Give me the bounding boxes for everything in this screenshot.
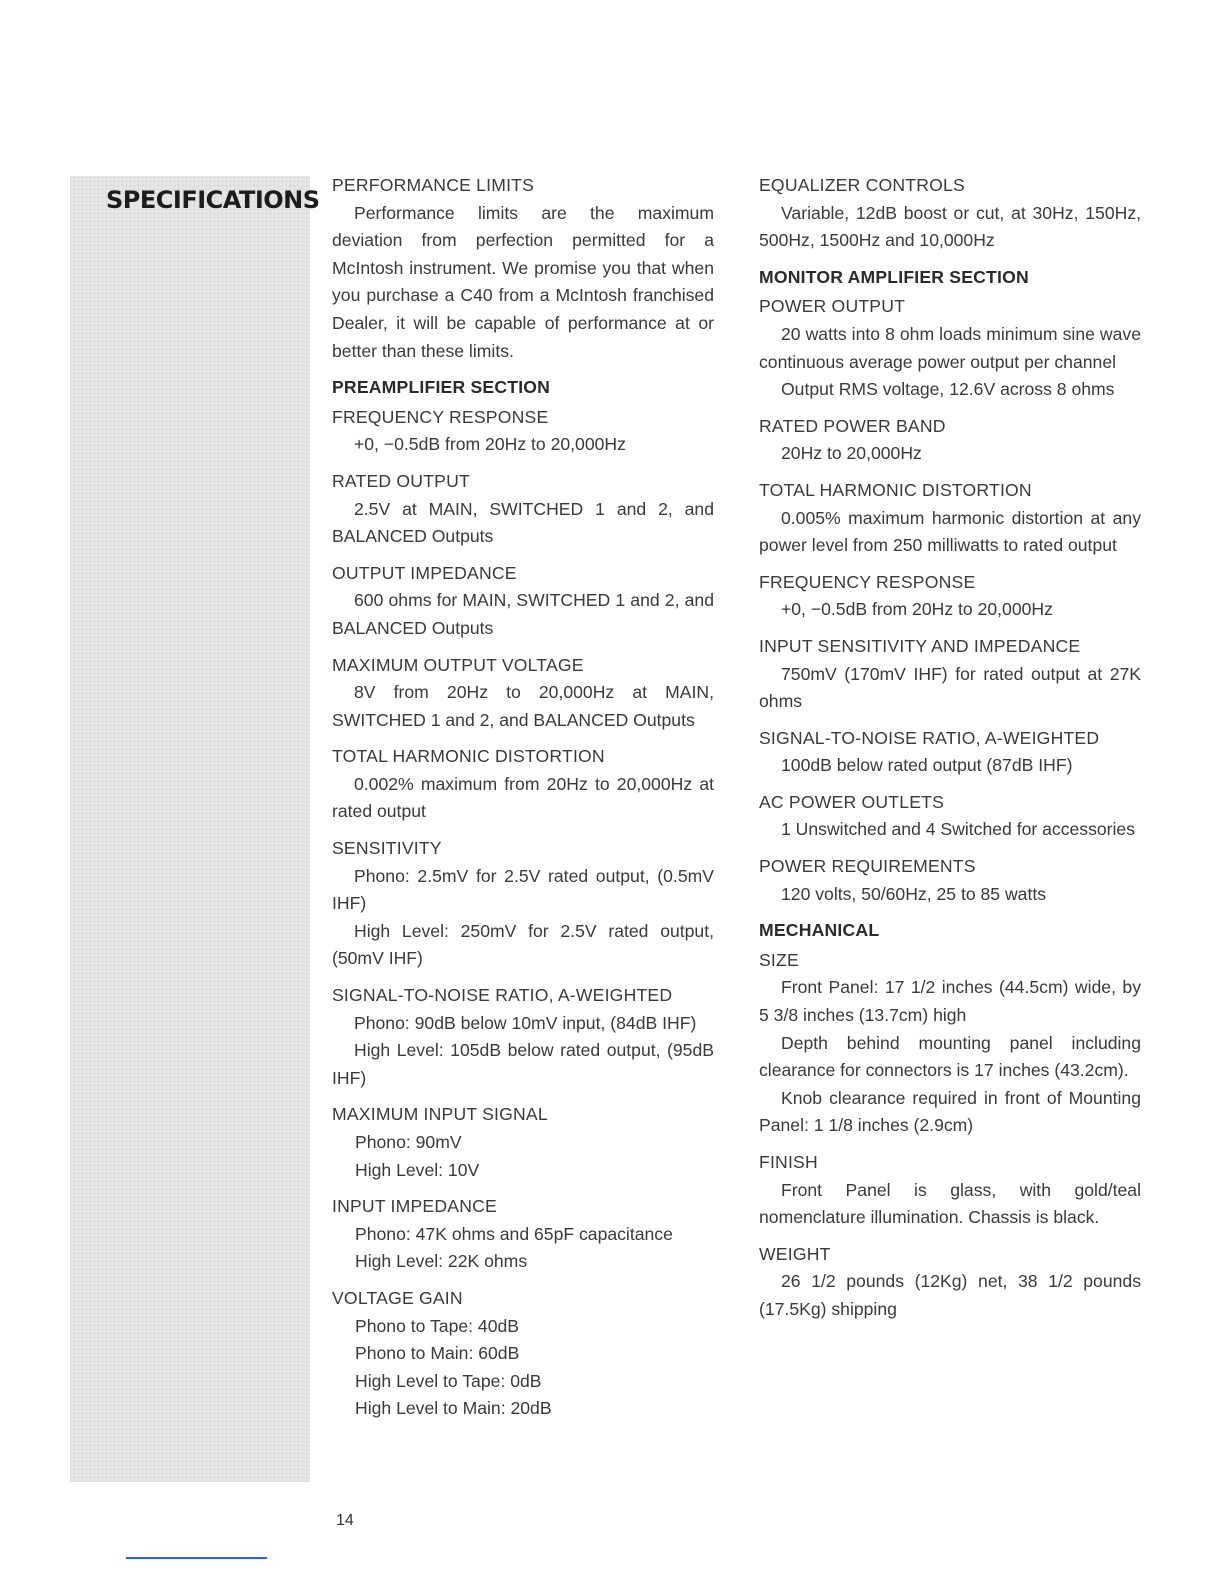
monitor-thd-text: 0.005% maximum harmonic distortion at any power level from 250 milliwatts to rated output <box>759 507 1141 556</box>
input-impedance-phono-text: Phono: 47K ohms and 65pF capacitance <box>355 1223 673 1244</box>
size-depth-text: Depth behind mounting panel including clearance for connectors is 17 inches (43.2cm). <box>759 1032 1141 1081</box>
preamplifier-section-heading: PREAMPLIFIER SECTION <box>332 377 551 398</box>
output-impedance-heading: OUTPUT IMPEDANCE <box>332 562 517 583</box>
monitor-amplifier-section-heading: MONITOR AMPLIFIER SECTION <box>759 266 1029 287</box>
rated-output-text: 2.5V at MAIN, SWITCHED 1 and 2, and BALANCED Outputs <box>332 498 714 547</box>
frequency-response-text: +0, −0.5dB from 20Hz to 20,000Hz <box>354 434 626 455</box>
footer-underline <box>126 1557 267 1559</box>
voltage-gain-line: High Level to Main: 20dB <box>355 1398 552 1419</box>
power-requirements-heading: POWER REQUIREMENTS <box>759 856 976 877</box>
thd-text: 0.002% maximum from 20Hz to 20,000Hz at rated output <box>332 773 714 822</box>
power-output-rms-text: Output RMS voltage, 12.6V across 8 ohms <box>781 379 1115 400</box>
sensitivity-phono-text: Phono: 2.5mV for 2.5V rated output, (0.5mV IHF) <box>332 865 714 914</box>
output-impedance-text: 600 ohms for MAIN, SWITCHED 1 and 2, and BALANCED Outputs <box>332 590 714 638</box>
sidebar-panel <box>70 176 320 1482</box>
monitor-snr-heading: SIGNAL-TO-NOISE RATIO, A-WEIGHTED <box>759 727 1100 748</box>
voltage-gain-line: Phono to Main: 60dB <box>355 1343 520 1364</box>
input-impedance-heading: INPUT IMPEDANCE <box>332 1196 497 1217</box>
equalizer-controls-text: Variable, 12dB boost or cut, at 30Hz, 150Hz, 500Hz, 1500Hz and 10,000Hz <box>759 202 1141 251</box>
power-output-text: 20 watts into 8 ohm loads minimum sine wave continuous average power output per channel <box>759 323 1141 372</box>
max-output-voltage-text: 8V from 20Hz to 20,000Hz at MAIN, SWITCHED 1 and 2, and BALANCED Outputs <box>332 682 714 730</box>
performance-limits-text: Performance limits are the maximum deviation from perfection permitted for a McIntosh instrument. We promise you that when you purchase a C40 from a McIntosh franchised Dealer, it will be capable of performance at or better than these limits. <box>332 202 714 361</box>
left-column <box>332 172 714 1423</box>
size-heading: SIZE <box>759 949 799 970</box>
rated-output-heading: RATED OUTPUT <box>332 470 470 491</box>
sensitivity-heading: SENSITIVITY <box>332 838 442 859</box>
finish-heading: FINISH <box>759 1152 818 1172</box>
max-output-voltage-heading: MAXIMUM OUTPUT VOLTAGE <box>332 654 584 675</box>
sensitivity-high-level-text: High Level: 250mV for 2.5V rated output, (50mV IHF) <box>332 920 714 969</box>
voltage-gain-line: High Level to Tape: 0dB <box>355 1370 542 1391</box>
input-impedance-high-level-text: High Level: 22K ohms <box>355 1251 528 1272</box>
power-requirements-text: 120 volts, 50/60Hz, 25 to 85 watts <box>781 883 1047 904</box>
ac-power-outlets-heading: AC POWER OUTLETS <box>759 791 945 812</box>
weight-heading: WEIGHT <box>759 1243 831 1264</box>
ac-power-outlets-text: 1 Unswitched and 4 Switched for accessories <box>781 819 1136 840</box>
monitor-frequency-response-text: +0, −0.5dB from 20Hz to 20,000Hz <box>781 599 1053 620</box>
voltage-gain-heading: VOLTAGE GAIN <box>332 1287 463 1308</box>
weight-text: 26 1/2 pounds (12Kg) net, 38 1/2 pounds (17.5Kg) shipping <box>759 1271 1141 1319</box>
equalizer-controls-heading: EQUALIZER CONTROLS <box>759 175 965 195</box>
monitor-snr-text: 100dB below rated output (87dB IHF) <box>781 755 1073 776</box>
power-output-heading: POWER OUTPUT <box>759 296 906 317</box>
max-input-high-level-text: High Level: 10V <box>355 1159 480 1180</box>
snr-heading: SIGNAL-TO-NOISE RATIO, A-WEIGHTED <box>332 985 673 1006</box>
snr-high-level-text: High Level: 105dB below rated output, (95dB IHF) <box>332 1040 714 1088</box>
monitor-thd-heading: TOTAL HARMONIC DISTORTION <box>759 479 1032 500</box>
page-number: 14 <box>336 1512 354 1529</box>
input-sensitivity-text: 750mV (170mV IHF) for rated output at 27K ohms <box>759 663 1141 712</box>
right-column <box>759 172 1141 1324</box>
mechanical-section-heading: MECHANICAL <box>759 920 880 941</box>
page-title: SPECIFICATIONS <box>106 186 320 214</box>
max-input-signal-heading: MAXIMUM INPUT SIGNAL <box>332 1104 548 1125</box>
size-knob-text: Knob clearance required in front of Mounting Panel: 1 1/8 inches (2.9cm) <box>759 1087 1141 1136</box>
finish-text: Front Panel is glass, with gold/teal nomenclature illumination. Chassis is black. <box>759 1179 1141 1228</box>
performance-limits-heading: PERFORMANCE LIMITS <box>332 175 535 195</box>
input-sensitivity-heading: INPUT SENSITIVITY AND IMPEDANCE <box>759 635 1081 656</box>
max-input-phono-text: Phono: 90mV <box>355 1132 462 1152</box>
rated-power-band-text: 20Hz to 20,000Hz <box>781 443 922 464</box>
snr-phono-text: Phono: 90dB below 10mV input, (84dB IHF) <box>354 1012 697 1033</box>
frequency-response-heading: FREQUENCY RESPONSE <box>332 406 549 427</box>
voltage-gain-line: Phono to Tape: 40dB <box>355 1315 520 1336</box>
size-front-panel-text: Front Panel: 17 1/2 inches (44.5cm) wide, by 5 3/8 inches (13.7cm) high <box>759 977 1141 1026</box>
monitor-frequency-response-heading: FREQUENCY RESPONSE <box>759 571 976 592</box>
thd-heading: TOTAL HARMONIC DISTORTION <box>332 746 605 767</box>
rated-power-band-heading: RATED POWER BAND <box>759 415 946 436</box>
